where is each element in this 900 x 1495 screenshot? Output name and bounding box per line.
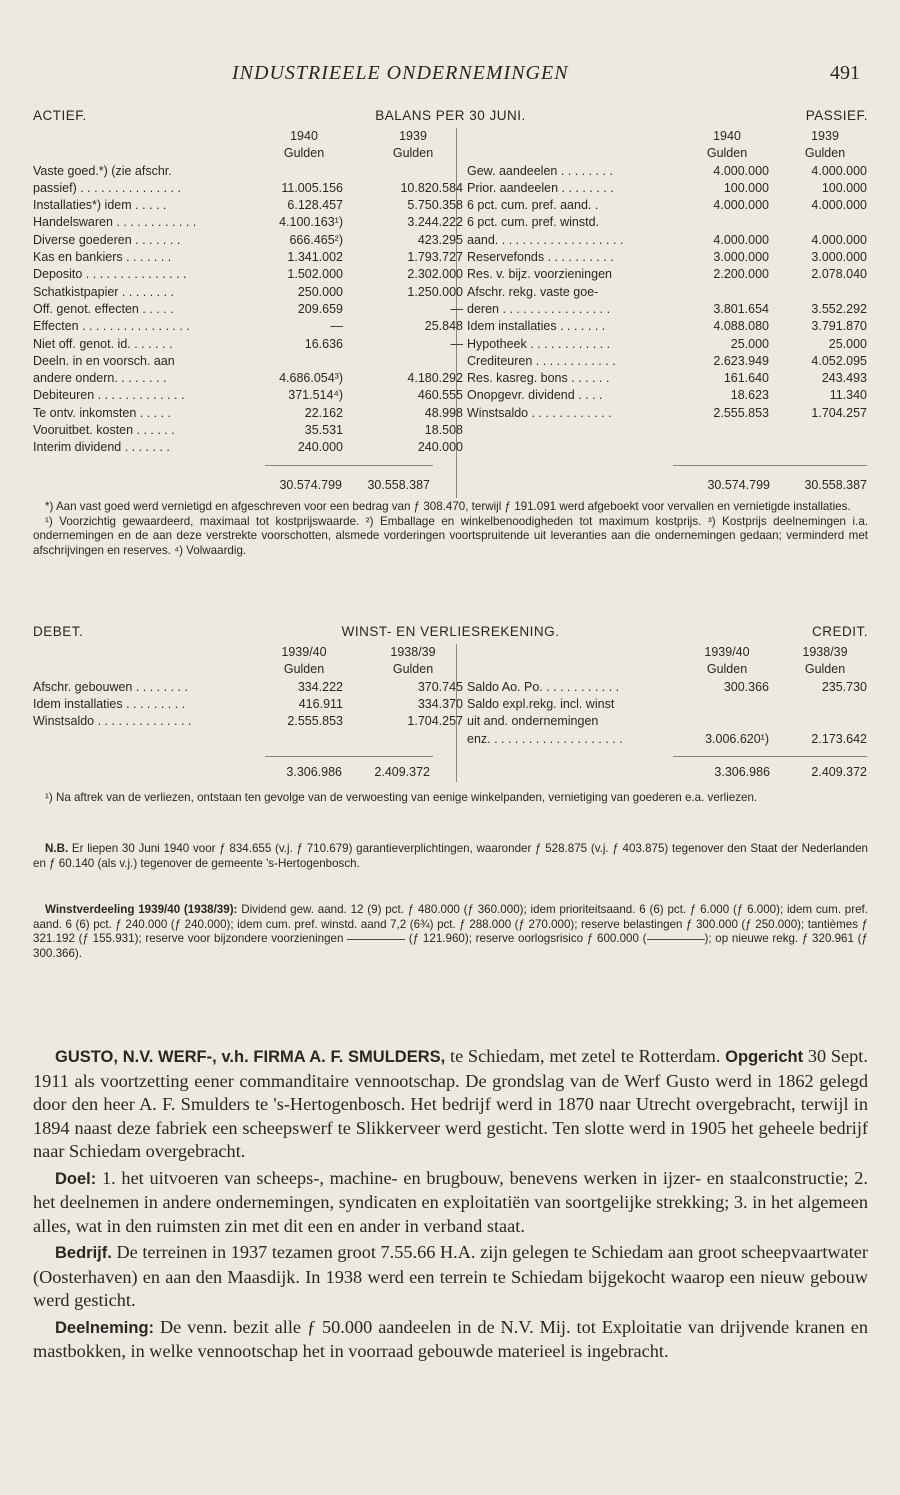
row-label: passief) . . . . . . . . . . . . . . . <box>33 180 181 195</box>
actief-table <box>33 128 463 457</box>
value-col-1: 250.000 <box>297 284 343 299</box>
column-header-units <box>33 661 443 678</box>
credit-heading: CREDIT. <box>811 624 868 639</box>
passief-row <box>467 180 867 197</box>
row-label: Diverse goederen . . . . . . . <box>33 232 181 247</box>
passief-row <box>467 370 867 387</box>
value-col-2: 2.173.642 <box>811 732 867 747</box>
actief-row <box>33 353 443 370</box>
row-label: Saldo Ao. Po. . . . . . . . . . . . <box>467 679 620 694</box>
debet-table <box>33 644 463 730</box>
balance-header <box>33 108 868 126</box>
passief-row <box>467 197 867 214</box>
row-label: Hypotheek . . . . . . . . . . . . <box>467 336 611 351</box>
value-col-1: 1.502.000 <box>287 267 343 282</box>
year-col-2: 1939 <box>399 129 427 143</box>
value-col-1: 2.555.853 <box>713 405 769 420</box>
debet-row <box>33 713 463 730</box>
column-header-years <box>467 644 867 661</box>
value-col-1: 35.531 <box>304 423 343 438</box>
column-header-units <box>467 661 867 678</box>
unit-col-2: Gulden <box>392 662 434 677</box>
actief-row <box>33 318 463 335</box>
unit-col-2: Gulden <box>804 662 846 677</box>
value-col-1: 4.000.000 <box>713 232 769 247</box>
actief-row <box>33 163 443 180</box>
value-col-2: 334.370 <box>417 696 463 711</box>
passief-rows <box>467 163 867 422</box>
row-label: Kas en bankiers . . . . . . . <box>33 250 172 265</box>
value-col-2: 1.250.000 <box>407 284 463 299</box>
value-col-1: 4.686.054³) <box>279 371 343 386</box>
pl-totals <box>0 765 900 783</box>
debet-row <box>33 696 463 713</box>
credit-row <box>467 696 867 713</box>
value-col-2: 2.302.000 <box>407 267 463 282</box>
nb-label: N.B. <box>45 842 69 855</box>
note-asterisk: *) Aan vast goed werd vernietigd en afgeschreven voor een bedrag van ƒ 308.470, terwijl ƒ 191.091 werd afgeboekt voor vervallen en vernietigde installaties. <box>45 500 851 513</box>
value-col-2: — <box>450 301 463 316</box>
debet-rows <box>33 679 463 731</box>
row-label: 6 pct. cum. pref. winstd. <box>467 215 599 230</box>
balance-title: BALANS PER 30 JUNI. <box>375 108 526 123</box>
row-label: Deposito . . . . . . . . . . . . . . . <box>33 267 187 282</box>
nb-text: Er liepen 30 Juni 1940 voor ƒ 834.655 (v.j. ƒ 710.679) garantieverplichtingen, waaronder ƒ 528.875 (v.j. ƒ 403.875) tegenover den Staat der Nederlanden en ƒ 60.140 (als v.j.) tegenover de gemeente 's-Hertogenbosch. <box>33 842 868 870</box>
running-head <box>0 62 900 88</box>
dash-mark <box>647 939 705 940</box>
column-header-years <box>467 128 867 145</box>
credit-row <box>467 731 867 748</box>
winstverdeeling-note <box>33 903 868 961</box>
value-col-2: 3.000.000 <box>811 250 867 265</box>
row-label: Prior. aandeelen . . . . . . . . <box>467 180 614 195</box>
unit-col-2: Gulden <box>804 146 846 161</box>
row-label: deren . . . . . . . . . . . . . . . . <box>467 301 611 316</box>
row-label: Handelswaren . . . . . . . . . . . . <box>33 215 197 230</box>
value-col-1: 25.000 <box>730 336 769 351</box>
row-label: Afschr. rekg. vaste goe- <box>467 284 599 299</box>
value-col-2: 4.000.000 <box>811 163 867 178</box>
value-col-2: 4.180.292 <box>407 371 463 386</box>
passief-row <box>467 301 867 318</box>
actief-total-rule <box>265 465 433 466</box>
row-label: Res. v. bijz. voorzieningen <box>467 267 612 282</box>
value-col-2: 370.745 <box>417 679 463 694</box>
actief-row <box>33 336 463 353</box>
credit-row <box>467 713 867 730</box>
value-col-2: 48.998 <box>424 405 463 420</box>
winst-text-a: Dividend gew. aand. 12 (9) pct. ƒ 480.000 (ƒ 360.000); idem prioriteitsaand. 6 (6) pct. ƒ 6.000 (ƒ 6.000); idem cum. pref. aand. 6 (6) pct. ƒ 240.000 (ƒ 240.000); idem cum. pref. winstd. aand 7,2 (6¾) pct. ƒ 288.000 (ƒ 270.000); reserve belastingen ƒ 300.000 (ƒ 250.000); tantièmes ƒ 321.192 (ƒ 155.931); reserve voor bijzondere voorzieningen <box>33 903 868 946</box>
value-col-1: 4.100.163¹) <box>279 215 343 230</box>
row-label: Reservefonds . . . . . . . . . . <box>467 250 614 265</box>
value-col-2: 18.508 <box>424 423 463 438</box>
value-col-1: 3.801.654 <box>713 301 769 316</box>
credit-total-2: 2.409.372 <box>811 765 867 779</box>
row-label: Afschr. gebouwen . . . . . . . . <box>33 679 188 694</box>
value-col-2: 10.820.584 <box>400 180 463 195</box>
actief-row <box>33 439 463 456</box>
value-col-2: 4.000.000 <box>811 232 867 247</box>
row-label: Winstsaldo . . . . . . . . . . . . . . <box>33 714 192 729</box>
row-label: Niet off. genot. id. . . . . . . <box>33 336 173 351</box>
passief-total-rule <box>673 465 867 466</box>
row-label: Installaties*) idem . . . . . <box>33 198 167 213</box>
passief-row <box>467 318 867 335</box>
value-col-2: 4.000.000 <box>811 198 867 213</box>
deelneming-text: De venn. bezit alle ƒ 50.000 aandeelen in de N.V. Mij. tot Exploitatie van drijvende kranen en mastbokken, in welke vennootschap het in voorraad gebouwde materieel is ingebracht. <box>33 1316 868 1361</box>
pl-title: WINST- EN VERLIESREKENING. <box>341 624 560 639</box>
value-col-1: 2.623.949 <box>713 353 769 368</box>
value-col-1: 18.623 <box>730 388 769 403</box>
value-col-2: 423.295 <box>417 232 463 247</box>
credit-table <box>467 644 867 749</box>
actief-row <box>33 180 463 197</box>
value-col-1: — <box>330 319 343 334</box>
debet-total-2: 2.409.372 <box>374 765 430 779</box>
actief-row <box>33 232 463 249</box>
value-col-1: 22.162 <box>304 405 343 420</box>
page-number: 491 <box>830 62 860 84</box>
row-label: Interim dividend . . . . . . . <box>33 440 170 455</box>
passief-row <box>467 232 867 249</box>
row-label: Effecten . . . . . . . . . . . . . . . . <box>33 319 190 334</box>
credit-rows <box>467 679 867 749</box>
row-label: Crediteuren . . . . . . . . . . . . <box>467 353 616 368</box>
pl-header <box>33 624 868 642</box>
row-label: Te ontv. inkomsten . . . . . <box>33 405 172 420</box>
row-label: Gew. aandeelen . . . . . . . . <box>467 163 613 178</box>
deelneming-label: Deelneming: <box>55 1318 155 1337</box>
value-col-2: 11.340 <box>829 388 867 403</box>
winst-text-b: (ƒ 121.960); reserve oorlogsrisico ƒ 600.000 ( <box>408 932 647 946</box>
actief-total-2: 30.558.387 <box>367 478 430 492</box>
value-col-1: 300.366 <box>723 679 769 694</box>
debet-total-rule <box>265 756 433 757</box>
value-col-2: 25.848 <box>424 319 463 334</box>
company-entry <box>33 1045 868 1367</box>
actief-row <box>33 249 463 266</box>
row-label: uit and. ondernemingen <box>467 714 599 729</box>
year-col-1: 1940 <box>290 129 318 143</box>
value-col-2: 1.704.257 <box>811 405 867 420</box>
value-col-2: 2.078.040 <box>811 267 867 282</box>
balance-notes <box>33 500 868 558</box>
company-name: GUSTO, N.V. WERF-, v.h. FIRMA A. F. SMULDERS, <box>55 1048 446 1066</box>
value-col-2: 100.000 <box>821 180 867 195</box>
passief-row <box>467 266 867 283</box>
row-label: Off. genot. effecten . . . . . <box>33 301 174 316</box>
year-col-1: 1940 <box>713 129 741 143</box>
actief-row <box>33 284 463 301</box>
row-label: Winstsaldo . . . . . . . . . . . . <box>467 405 612 420</box>
unit-col-1: Gulden <box>706 662 748 677</box>
value-col-2: 3.244.222 <box>407 215 463 230</box>
value-col-2: 460.555 <box>417 388 463 403</box>
value-col-2: 235.730 <box>821 679 867 694</box>
value-col-2: 1.704.257 <box>407 714 463 729</box>
actief-heading: ACTIEF. <box>33 108 87 123</box>
nb-note <box>33 842 868 871</box>
row-label: Schatkistpapier . . . . . . . . <box>33 284 175 299</box>
year-col-2: 1938/39 <box>390 645 436 659</box>
debet-row <box>33 679 463 696</box>
unit-col-1: Gulden <box>283 146 325 161</box>
opgericht-label: Opgericht <box>725 1048 804 1066</box>
year-col-2: 1939 <box>811 129 839 143</box>
value-col-1: 100.000 <box>723 180 769 195</box>
doel-text: 1. het uitvoeren van scheeps-, machine- en brugbouw, benevens werken in ijzer- en staalconstructie; 2. het deelnemen in andere ondernemingen, syndicaten en exploitatiën van soortgelijke strekking; 3. in het algemeen alles, wat in den ruimsten zin met dit een en ander in verband staat. <box>33 1167 868 1236</box>
value-col-2: — <box>450 336 463 351</box>
passief-table <box>467 128 867 422</box>
balance-totals <box>0 478 900 496</box>
passief-row <box>467 336 867 353</box>
value-col-2: 240.000 <box>417 440 463 455</box>
value-col-1: 2.200.000 <box>713 267 769 282</box>
passief-row <box>467 353 867 370</box>
row-label: Debiteuren . . . . . . . . . . . . . <box>33 388 185 403</box>
credit-total-rule <box>673 756 867 757</box>
value-col-2: 3.791.870 <box>811 319 867 334</box>
bedrijf-text: De terreinen in 1937 tezamen groot 7.55.66 H.A. zijn gelegen te Schiedam aan groot scheepvaartwater (Oosterhaven) en aan den Maasdijk. In 1938 werd een terrein te Schiedam bijgekocht waarop een nieuw gebouw werd gesticht. <box>33 1242 868 1310</box>
actief-row <box>33 266 463 283</box>
passief-row <box>467 214 867 231</box>
passief-row <box>467 405 867 422</box>
actief-row <box>33 214 463 231</box>
value-col-1: 209.659 <box>297 301 343 316</box>
value-col-1: 161.640 <box>723 371 769 386</box>
passief-row <box>467 284 867 301</box>
value-col-1: 240.000 <box>297 440 343 455</box>
year-col-1: 1939/40 <box>281 645 327 659</box>
actief-row <box>33 387 463 404</box>
passief-row <box>467 163 867 180</box>
bedrijf-label: Bedrijf. <box>55 1244 112 1262</box>
value-col-1: 371.514⁴) <box>288 388 343 403</box>
passief-heading: PASSIEF. <box>805 108 868 123</box>
row-label: Vooruitbet. kosten . . . . . . <box>33 423 175 438</box>
dash-mark <box>347 939 405 940</box>
value-col-1: 4.000.000 <box>713 198 769 213</box>
passief-total-2: 30.558.387 <box>804 478 867 492</box>
winst-label: Winstverdeeling 1939/40 (1938/39): <box>45 903 238 916</box>
row-label: Deeln. in en voorsch. aan <box>33 353 175 368</box>
column-header-years <box>33 644 443 661</box>
pl-footnote: ¹) Na aftrek van de verliezen, ontstaan ten gevolge van de verwoesting van eenige winkelpanden, vernietiging van goederen e.a. verliezen. <box>45 791 758 804</box>
value-col-2: 3.552.292 <box>811 301 867 316</box>
row-label: Idem installaties . . . . . . . <box>467 319 606 334</box>
actief-rows <box>33 163 463 457</box>
value-col-1: 16.636 <box>304 336 343 351</box>
column-header-units <box>33 145 443 162</box>
actief-total-1: 30.574.799 <box>279 478 342 492</box>
value-col-2: 5.750.358 <box>407 198 463 213</box>
running-title: INDUSTRIEELE ONDERNEMINGEN <box>232 62 569 84</box>
value-col-2: 25.000 <box>828 336 867 351</box>
row-label: andere ondern. . . . . . . . <box>33 371 167 386</box>
value-col-1: 3.006.620¹) <box>705 732 769 747</box>
unit-col-1: Gulden <box>283 662 325 677</box>
doel-label: Doel: <box>55 1169 97 1188</box>
row-label: aand. . . . . . . . . . . . . . . . . . . <box>467 232 624 247</box>
value-col-2: 1.793.727 <box>407 250 463 265</box>
credit-total-1: 3.306.986 <box>714 765 770 779</box>
value-col-1: 3.000.000 <box>713 250 769 265</box>
debet-total-1: 3.306.986 <box>286 765 342 779</box>
value-col-1: 666.465²) <box>289 232 343 247</box>
value-col-2: 4.052.095 <box>811 353 867 368</box>
unit-col-2: Gulden <box>392 146 434 161</box>
row-label: enz. . . . . . . . . . . . . . . . . . . . <box>467 732 623 747</box>
year-col-1: 1939/40 <box>704 645 750 659</box>
value-col-1: 416.911 <box>298 696 343 711</box>
actief-row <box>33 370 463 387</box>
actief-row <box>33 197 463 214</box>
opgericht-text: 30 Sept. 1911 als voortzetting eener commanditaire vennootschap. De grondslag van de Werf Gusto werd in 1862 gelegd door den heer A. F. Smulders te 's-Hertogenbosch. Het bedrijf werd in 1870 naar Utrecht overgebracht, terwijl in 1894 naast deze fabriek een scheepswerf te Slikkerveer werd gesticht. Ten slotte werd in 1905 het geheele bedrijf naar Schiedam overgebracht. <box>33 1046 868 1161</box>
credit-row <box>467 679 867 696</box>
column-header-units <box>467 145 867 162</box>
passief-row <box>467 249 867 266</box>
row-label: Res. kasreg. bons . . . . . . <box>467 371 610 386</box>
actief-row <box>33 301 463 318</box>
value-col-1: 1.341.002 <box>287 250 343 265</box>
debet-heading: DEBET. <box>33 624 84 639</box>
value-col-1: 6.128.457 <box>287 198 343 213</box>
pl-note <box>33 791 868 806</box>
value-col-1: 11.005.156 <box>281 180 343 195</box>
value-col-1: 4.000.000 <box>713 163 769 178</box>
row-label: 6 pct. cum. pref. aand. . <box>467 198 599 213</box>
unit-col-1: Gulden <box>706 146 748 161</box>
passief-total-1: 30.574.799 <box>707 478 770 492</box>
row-label: Onopgevr. dividend . . . . <box>467 388 603 403</box>
value-col-1: 2.555.853 <box>287 714 343 729</box>
year-col-2: 1938/39 <box>802 645 848 659</box>
value-col-1: 334.222 <box>297 679 343 694</box>
actief-row <box>33 422 463 439</box>
value-col-1: 4.088.080 <box>713 319 769 334</box>
actief-row <box>33 405 463 422</box>
row-label: Vaste goed.*) (zie afschr. <box>33 163 172 178</box>
value-col-2: 243.493 <box>821 371 867 386</box>
row-label: Saldo expl.rekg. incl. winst <box>467 696 615 711</box>
row-label: Idem installaties . . . . . . . . . <box>33 696 186 711</box>
note-footnotes: ¹) Voorzichtig gewaardeerd, maximaal tot kostprijswaarde. ²) Emballage en winkelbenoodigheden tot maximum kostprijs. ³) Kostprijs deelnemingen i.a. ondernemingen en de aan deze verstrekte voorschotten, alsmede vorderingen voortspruitende uit leveranties aan die ondernemingen gedaan; verminderd met afschrijvingen en reserves. ⁴) Volwaardig. <box>33 514 868 557</box>
company-intro: te Schiedam, met zetel te Rotterdam. <box>449 1046 721 1066</box>
winst-text-c: ); op nieuwe rekg. ƒ 320.961 (ƒ 300.366). <box>33 932 868 960</box>
column-header-years <box>33 128 443 145</box>
passief-row <box>467 387 867 404</box>
